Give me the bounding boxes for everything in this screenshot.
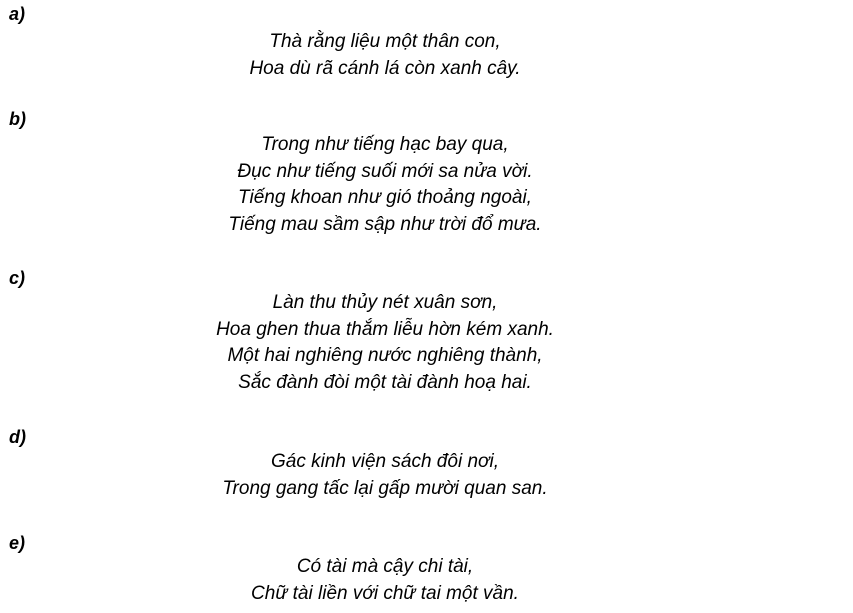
verse-line: Trong gang tấc lại gấp mười quan san. [222, 477, 548, 499]
verse-line: Tiếng mau sầm sập như trời đổ mưa. [228, 213, 542, 235]
verse-line: Đục như tiếng suối mới sa nửa vời. [237, 160, 533, 182]
verse-line: Hoa dù rã cánh lá còn xanh cây. [249, 57, 521, 79]
verse-line: Tiếng khoan như gió thoảng ngoài, [238, 187, 532, 208]
verse-line: Trong như tiếng hạc bay qua, [261, 134, 509, 155]
verse [0, 449, 770, 502]
section-label: e) [9, 533, 26, 553]
verse [0, 290, 770, 396]
verse-line: Hoa ghen thua thắm liễu hờn kém xanh. [216, 318, 554, 340]
section-label: c) [9, 268, 26, 288]
section-label: a) [9, 4, 26, 24]
verse [0, 132, 770, 238]
verse-line: Một hai nghiêng nước nghiêng thành, [227, 345, 543, 366]
verse-line: Có tài mà cậy chi tài, [296, 556, 474, 577]
section-label: b) [9, 109, 26, 129]
verse [0, 29, 770, 82]
verse-line: Gác kinh viện sách đôi nơi, [271, 451, 499, 472]
verse-line: Thà rằng liệu một thân con, [269, 31, 501, 52]
verse-line: Chữ tài liền với chữ tai một vần. [251, 582, 519, 604]
verse-line: Làn thu thủy nét xuân sơn, [272, 292, 498, 313]
verse [0, 554, 770, 607]
verse-line: Sắc đành đòi một tài đành hoạ hai. [238, 371, 532, 393]
section-label: d) [9, 427, 26, 447]
